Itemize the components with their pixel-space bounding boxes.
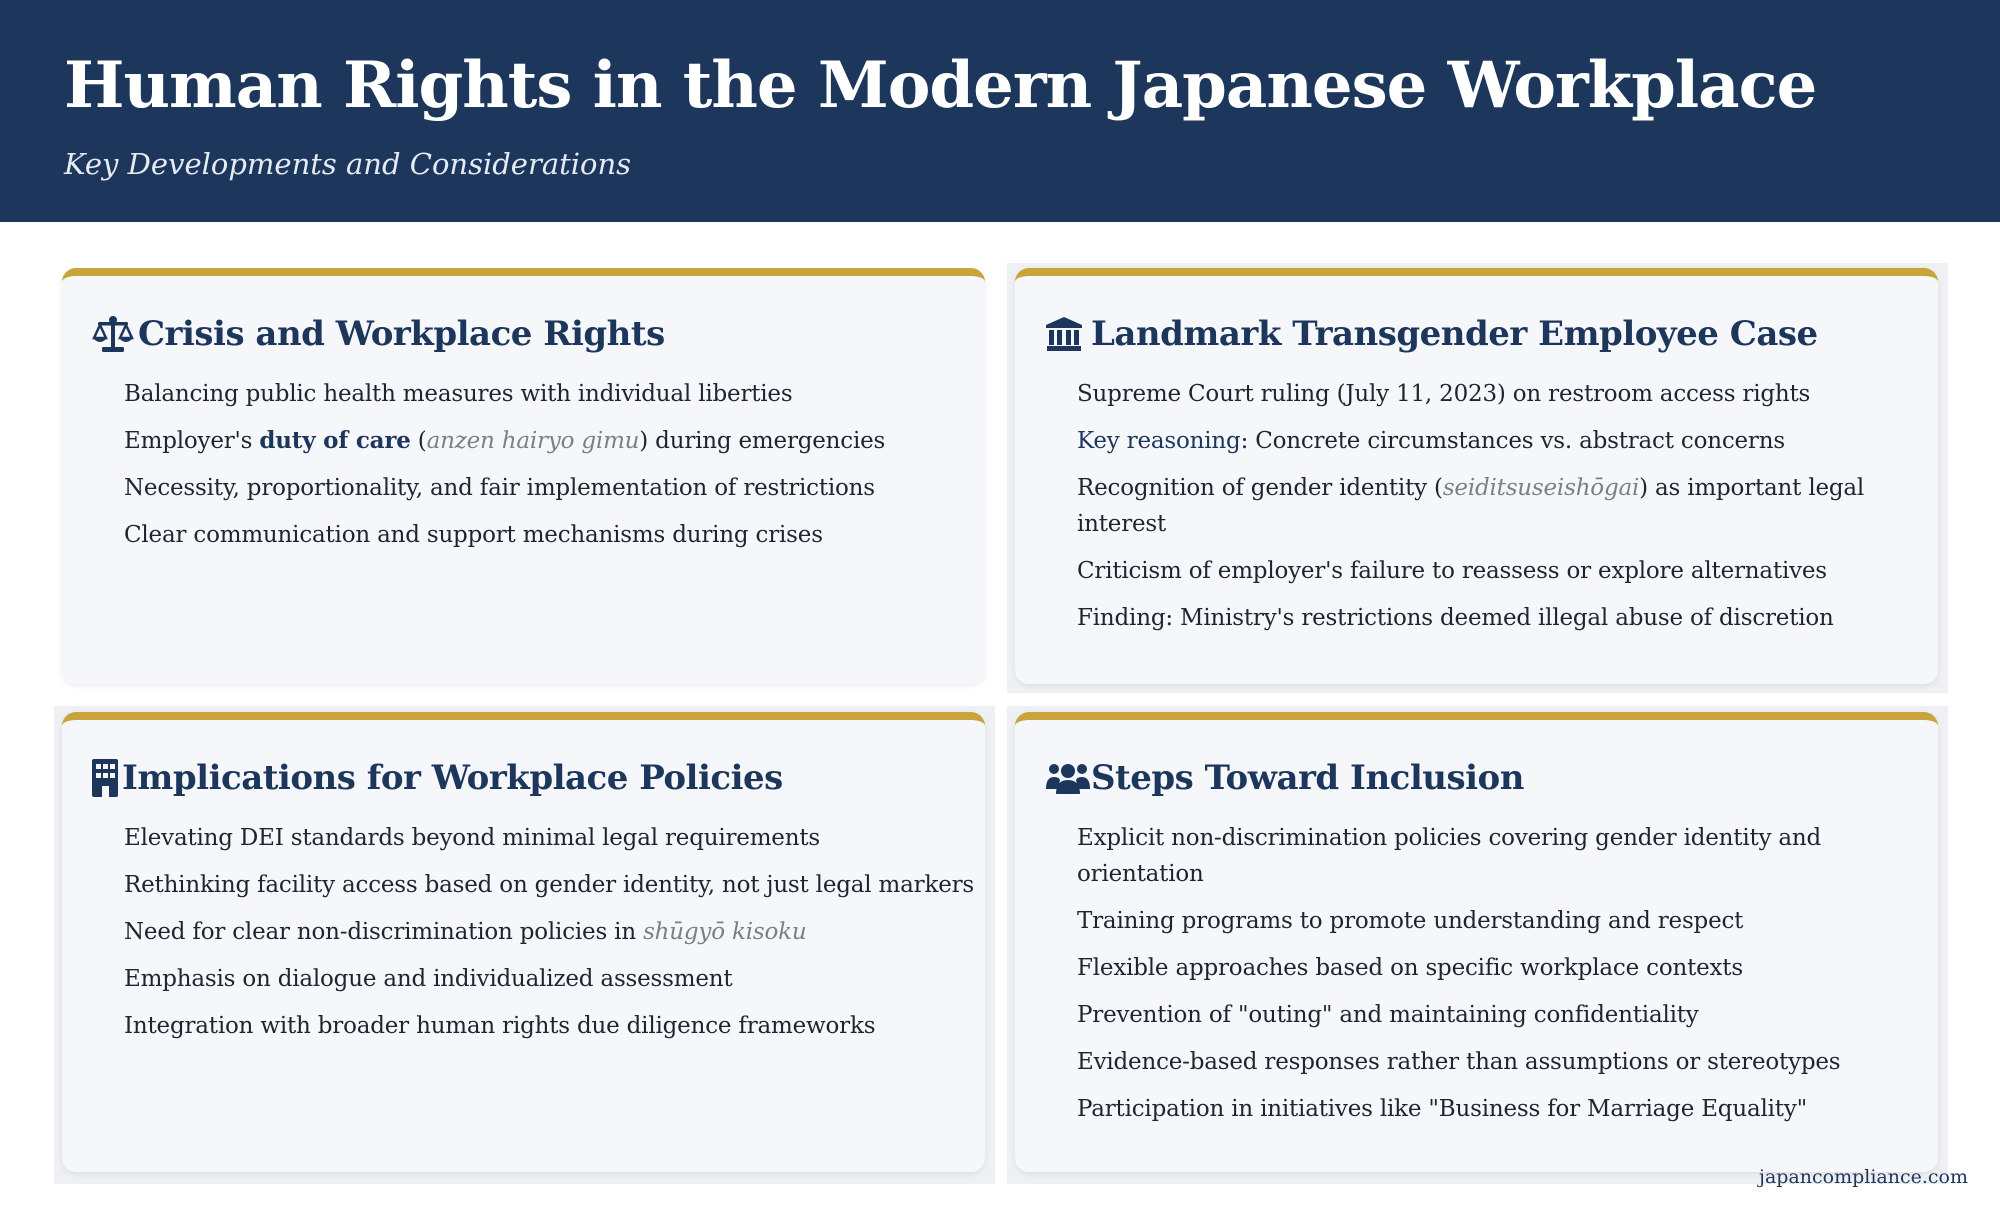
bullet-list [124, 376, 885, 564]
list-item: Integration with broader human rights due diligence frameworks [124, 1013, 876, 1039]
page-title: Human Rights in the Modern Japanese Workplace [64, 48, 1817, 123]
page-header [0, 0, 2000, 222]
list-item: Necessity, proportionality, and fair implementation of restrictions [124, 475, 875, 501]
list-item: Evidence-based responses rather than assumptions or stereotypes [1077, 1049, 1841, 1075]
page-subtitle: Key Developments and Considerations [64, 147, 632, 181]
card-title: Crisis and Workplace Rights [138, 314, 665, 354]
japanese-term: anzen hairyo gimu [426, 428, 640, 454]
japanese-term: shūgyō kisoku [643, 919, 807, 945]
list-item: Supreme Court ruling (July 11, 2023) on restroom access rights [1077, 381, 1811, 407]
list-item: Prevention of "outing" and maintaining confidentiality [1077, 1002, 1699, 1028]
list-item: Elevating DEI standards beyond minimal legal requirements [124, 825, 820, 851]
emphasis-term: Key reasoning [1077, 428, 1241, 454]
card-title: Landmark Transgender Employee Case [1091, 314, 1818, 354]
people-group-icon [1045, 758, 1091, 798]
list-item: Recognition of gender identity (seiditsuseishōgai) as important legal interest [1077, 475, 1865, 537]
list-item: Rethinking facility access based on gender identity, not just legal markers [124, 872, 975, 898]
card-header [92, 314, 665, 354]
card-title: Steps Toward Inclusion [1091, 758, 1524, 798]
card-header [1045, 758, 1524, 798]
courthouse-icon [1045, 314, 1091, 354]
card-workplace-policies [62, 712, 985, 1172]
emphasis-term: duty of care [259, 427, 411, 454]
card-transgender-case [1015, 268, 1938, 684]
list-item: Emphasis on dialogue and individualized assessment [124, 966, 733, 992]
card-title: Implications for Workplace Policies [122, 758, 783, 798]
list-item: Flexible approaches based on specific workplace contexts [1077, 955, 1743, 981]
bullet-list [1077, 820, 1877, 1138]
list-item: Clear communication and support mechanisms during crises [124, 522, 823, 548]
card-header [92, 758, 783, 798]
office-building-icon [92, 758, 122, 798]
balance-scale-icon [92, 314, 138, 354]
card-steps-inclusion [1015, 712, 1938, 1172]
list-item: Key reasoning: Concrete circumstances vs. abstract concerns [1077, 428, 1785, 454]
list-item: Criticism of employer's failure to reassess or explore alternatives [1077, 558, 1827, 584]
card-crisis-workplace-rights [62, 268, 985, 684]
list-item: Training programs to promote understanding and respect [1077, 908, 1744, 934]
list-item: Employer's duty of care (anzen hairyo gimu) during emergencies [124, 427, 886, 454]
bullet-list [1077, 376, 1897, 647]
source-link[interactable]: japancompliance.com [1759, 1166, 1968, 1188]
japanese-term: seiditsuseishōgai [1442, 475, 1640, 501]
list-item: Need for clear non-discrimination policies in shūgyō kisoku [124, 919, 807, 945]
list-item: Explicit non-discrimination policies covering gender identity and orientation [1077, 825, 1822, 887]
card-header [1045, 314, 1818, 354]
bullet-list [124, 820, 974, 1055]
list-item: Balancing public health measures with individual liberties [124, 381, 793, 407]
list-item: Finding: Ministry's restrictions deemed illegal abuse of discretion [1077, 605, 1834, 631]
list-item: Participation in initiatives like "Business for Marriage Equality" [1077, 1096, 1807, 1122]
